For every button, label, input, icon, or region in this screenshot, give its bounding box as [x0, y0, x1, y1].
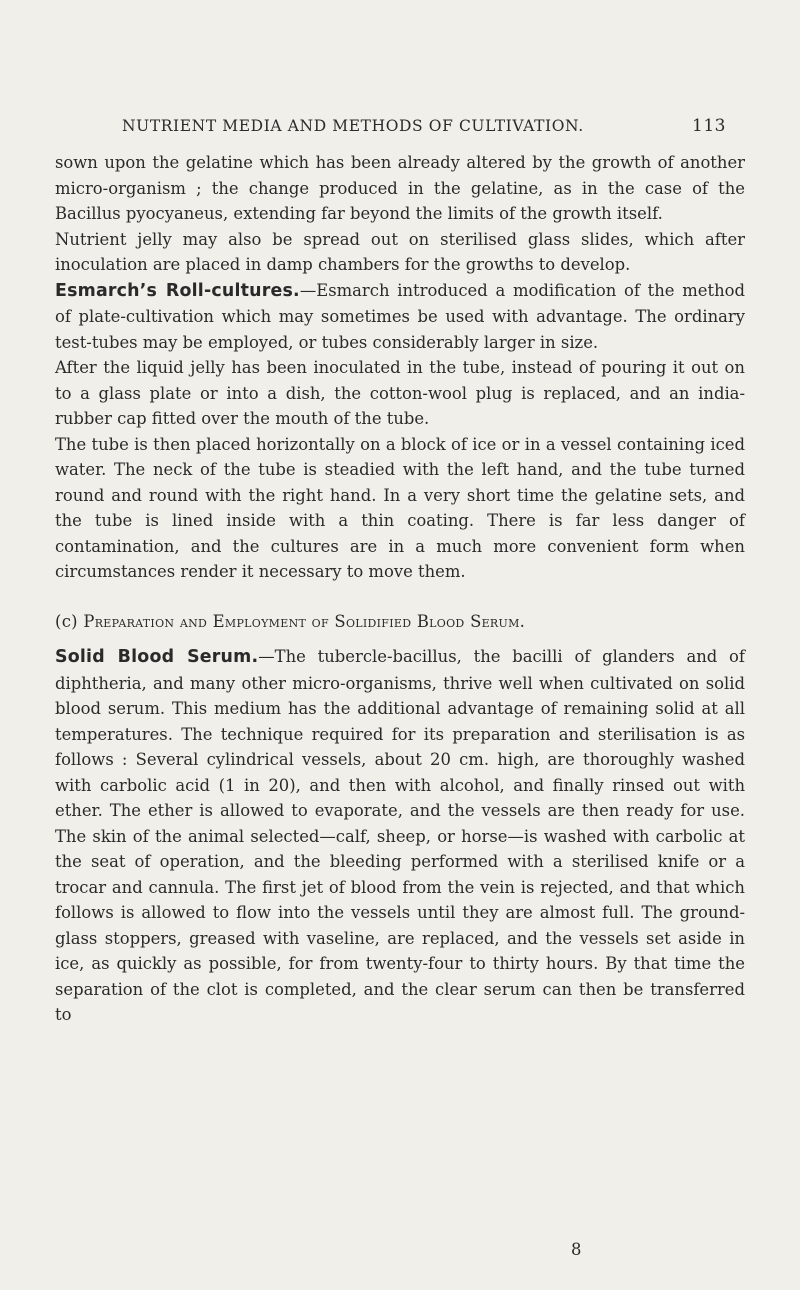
section-label: (c) — [55, 611, 78, 631]
paragraph-esmarch-roll-cultures: Esmarch’s Roll-cultures.—Esmarch introduced a modification of the method of plate-cultivation which may sometimes be used with advantage. The ordinary test-tubes may be employed, or tubes considerably larger in size. — [55, 280, 745, 352]
section-heading: (c) Preparation and Employment of Solidified Blood Serum. — [55, 611, 526, 631]
run-in-heading: Solid Blood Serum. — [55, 647, 259, 667]
signature-mark: 8 — [571, 1240, 582, 1259]
paragraph-liquid-jelly: After the liquid jelly has been inoculated in the tube, instead of pouring it out on to a glass plate or into a dish, the cotton-wool plug is replaced, and an india-rubber cap fitted over the mouth of the tube. — [55, 358, 745, 428]
running-title: NUTRIENT MEDIA AND METHODS OF CULTIVATION. — [122, 117, 584, 135]
body-text — [55, 150, 745, 1028]
paragraph-continuation: sown upon the gelatine which has been already altered by the growth of another micro-organism ; the change produced in the gelatine, as in the case of the Bacillus pyocyaneus, extending far beyond the limits of the growth itself. — [55, 153, 745, 223]
run-in-heading: Esmarch’s Roll-cultures. — [55, 280, 300, 301]
page-number: 113 — [692, 116, 726, 136]
paragraph-solid-blood-serum: Solid Blood Serum.—The tubercle-bacillus, the bacilli of glanders and of diphtheria, and many other micro-organisms, thrive well when cultivated on solid blood serum. This medium has the additional advantage of remaining solid at all temperatures. The technique required for its preparation and sterilisation is as follows : Several cylindrical vessels, about 20 cm. high, are thoroughly washed with carbolic acid (1 in 20), and then with alcohol, and finally rinsed out with ether. The ether is allowed to evaporate, and the vessels are then ready for use. The skin of the animal selected—calf, sheep, or horse—is washed with carbolic at the seat of operation, and the bleeding performed with a sterilised knife or a trocar and cannula. The first jet of blood from the vein is rejected, and that which follows is allowed to flow into the vessels until they are almost full. The ground-glass stoppers, greased with vaseline, are replaced, and the vessels set aside in ice, as quickly as possible, for from twenty-four to thirty hours. By that time the separation of the clot is completed, and the clear serum can then be transferred to — [55, 647, 745, 1024]
paragraph-nutrient-jelly: Nutrient jelly may also be spread out on sterilised glass slides, which after inoculation are placed in damp chambers for the growths to develop. — [55, 229, 745, 274]
running-head — [0, 117, 800, 137]
paragraph-tube-horizontal: The tube is then placed horizontally on a block of ice or in a vessel containing iced water. The neck of the tube is steadied with the left hand, and the tube turned round and round with the right hand. In a very short time the gelatine sets, and the tube is lined inside with a thin coating. There is far less danger of contamination, and the cultures are in a much more convenient form when circumstances render it necessary to move them. — [55, 434, 745, 581]
